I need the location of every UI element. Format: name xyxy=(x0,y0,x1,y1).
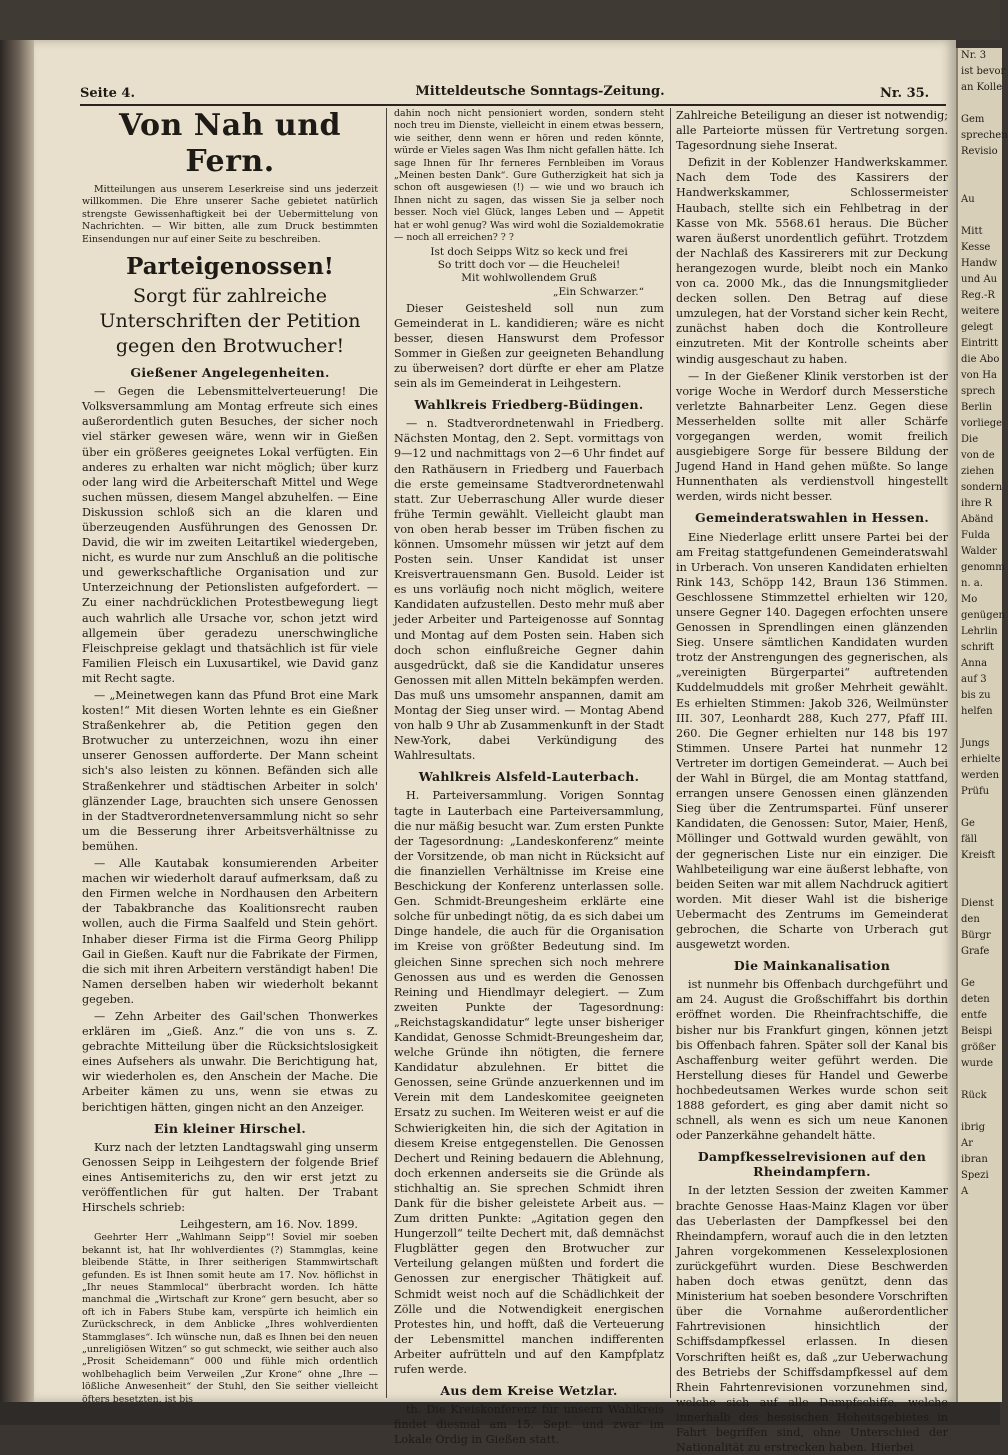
adjacent-page-line: ibran xyxy=(961,1154,988,1165)
column-separator xyxy=(386,108,387,1398)
adjacent-page-line: Revisio xyxy=(961,146,998,157)
article-paragraph: ist nunmehr bis Offenbach durchgeführt und am 24. August die Großschiffahrt bis dorthin eröffnet worden. Die Rheinfrachtschiffe, die bisher nur bis Frankfurt gingen, können jetzt bis Offenbach fahren. Später soll der Kanal bis Aschaffenburg weiter geführt werden. Die Herstellung dieses für Handel und Gewerbe hochbedeutsamen Werkes wurde schon seit 1888 gefordert, es ging aber damit nicht so schnell, als wenn es sich um neue Kanonen oder Panzerkähne gehandelt hätte. xyxy=(676,978,948,1143)
adjacent-page-line: ist bevor xyxy=(961,66,1006,77)
article-heading: Aus dem Kreise Wetzlar. xyxy=(440,1383,618,1399)
adjacent-page-line: Ar xyxy=(961,1138,974,1149)
adjacent-page-line: den xyxy=(961,914,980,925)
letter-text-continued: dahin noch nicht pensioniert worden, sondern steht noch treu im Dienste, vielleicht in einem etwas bessern, wie seither, denn wenn er hören und reden könnte, würde er Vieles sagen Was Ihm nicht gefallen hätte. Ich sage Ihnen für Ihr ferneres Fernbleiben im Voraus „Meinen besten Dank“. Gure Gutherzigkeit hat sich ja schon oft ausgewiesen (!) — wie und wo brauch ich Ihnen nicht zu sagen, das wissen Sie ja selber noch besser. Noch viel Glück, langes Leben und — Appetit hat er wohl genug? Was wird wohl die Sozialdemokratie — noch all erreichen? ? ? xyxy=(394,108,664,244)
header-rule xyxy=(80,104,946,106)
adjacent-page-line xyxy=(958,176,1002,192)
adjacent-page-line: Nr. 3 xyxy=(961,50,987,61)
adjacent-page-line: die Abo xyxy=(961,354,1000,365)
adjacent-page-line: deten xyxy=(961,994,990,1005)
adjacent-page-line: Ge xyxy=(961,818,975,829)
article-paragraph: — Alle Kautabak konsumierenden Arbeiter machen wir wiederholt darauf aufmerksam, daß zu den Firmen welche in Nordhausen den Arbeitern der Tabakbranche das Koalitionsrecht rauben wollen, auch die Firma Saalfeld und Stein gehört. Inhaber dieser Firma ist die Firma Georg Philipp Gail in Gießen. Kauft nur die Fabrikate der Firmen, die sich mit ihren Arbeitern verständigt haben! Die Namen derselben haben wir wiederholt bekannt gegeben. xyxy=(82,857,378,1006)
book-binding xyxy=(0,40,34,1402)
adjacent-page-line: Rück xyxy=(961,1090,987,1101)
adjacent-page-line: entfe xyxy=(961,1010,987,1021)
page-number: Seite 4. xyxy=(80,86,135,101)
adjacent-page-line xyxy=(958,864,1002,880)
article-heading: Gießener Angelegenheiten. xyxy=(130,365,330,381)
adjacent-page-line: fäll xyxy=(961,834,978,845)
adjacent-page-line xyxy=(958,960,1002,976)
adjacent-page-line: genügen xyxy=(961,610,1005,621)
letter-dateline: Leihgestern, am 16. Nov. 1899. xyxy=(180,1218,358,1232)
adjacent-page-line: ihre R xyxy=(961,498,993,509)
adjacent-page-line: ibrig xyxy=(961,1122,985,1133)
adjacent-page-line: Walder xyxy=(961,546,997,557)
article-paragraph: Kurz nach der letzten Landtagswahl ging unserm Genossen Seipp in Leihgestern der folgende Brief eines Antisemiterichs zu, den wir erst jetzt zu veröffentlichen für gut halten. Der Trabant Hirschels schrieb: xyxy=(82,1140,378,1215)
adjacent-page-line: erhielte xyxy=(961,754,1001,765)
adjacent-page-line: Fulda xyxy=(961,530,990,541)
adjacent-page-line: Spezi xyxy=(961,1170,989,1181)
adjacent-page-line: Kreisft xyxy=(961,850,996,861)
adjacent-page-line: werden xyxy=(961,770,1000,781)
verse-line: So tritt doch vor — die Heuchelei! xyxy=(437,259,621,272)
verse-line: Mit wohlwollendem Gruß xyxy=(461,272,597,285)
adjacent-page-line: Dienst xyxy=(961,898,994,909)
adjacent-page-line: Prüfu xyxy=(961,786,990,797)
adjacent-page-line: Reg.-R xyxy=(961,290,995,301)
adjacent-page-line: Bürgr xyxy=(961,930,991,941)
adjacent-page-line xyxy=(958,1104,1002,1120)
adjacent-page-edge xyxy=(956,48,1008,1402)
column-separator xyxy=(670,108,671,1398)
scan-background-top xyxy=(0,0,1000,40)
article-paragraph: H. Parteiversammlung. Vorigen Sonntag tagte in Lauterbach eine Parteiversammlung, die nur mäßig besucht war. Zum ersten Punkte der Tagesordnung: „Landeskonferenz“ meinte der Vorsitzende, ob man nicht in Rücksicht auf die finanziellen Verhältnisse im Kreise eine Beschickung der Konferenz unterlassen solle. Gen. Schmidt-Breungesheim erklärte eine solche für unbedingt nötig, da es sich dabei um Dinge handele, die auch für die Organisation im Kreise von größter Bedeutung sind. Im gleichen Sinne sprechen sich noch mehrere Genossen aus und es werden die Genossen Reining und Hiendlmayr delegiert. — Zum zweiten Punkte der Tagesordnung: „Reichstagskandidatur“ legte unser bisheriger Kandidat, Genosse Schmidt-Breungesheim dar, welche Gründe ihn nötigten, die fernere Kandidatur abzulehnen. Er bittet die Genossen, seine Gründe anzuerkennen und im Verein mit dem Landeskomitee geeigneten Ersatz zu suchen. Im Weiteren weist er auf die Schwierigkeiten hin, die sich der Agitation in diesem Kreise entgegenstellen. Die Genossen Dechert und Reining bedauern die Ablehnung, doch erkennen anderseits sie die Gründe als stichhaltig an. Sie sprechen Schmidt ihren Dank für die bisher geleistete Arbeit aus. — Zum dritten Punkte: „Agitation gegen den Hungerzoll“ teilte Dechert mit, daß demnächst Flugblätter gegen den Brotwucher zur Verteilung gelangen müßten und fordert die Genossen zur energischer Thätigkeit auf. Schmidt weist noch auf die Schädlichkeit der Zölle und die Notwendigkeit energischen Protestes hin, und hofft, daß die Verteuerung der Lebensmittel manchen indifferenten Arbeiter aufrütteln und auf den Kampfplatz rufen werde. xyxy=(394,789,664,1377)
adjacent-page-line: Die xyxy=(961,434,979,445)
adjacent-page-line: helfen xyxy=(961,706,993,717)
article-paragraph: Dieser Geistesheld soll nun zum Gemeinderat in L. kandidieren; wäre es nicht besser, diesen Hanswurst dem Professor Sommer in Gießen zur geeigneten Behandlung zu überweisen? dort dürfte er eher am Platze sein als im Gemeinderat in Leihgestern. xyxy=(394,301,664,391)
article-heading: Wahlkreis Alsfeld-Lauterbach. xyxy=(418,769,640,785)
adjacent-page-line: n. a. xyxy=(961,578,983,589)
adjacent-page-line: Lehrlin xyxy=(961,626,998,637)
article-paragraph: — Gegen die Lebensmittelverteuerung! Die Volksversammlung am Montag erfreute sich eines außerordentlich guten Besuches, der sicher noch viel stärker gewesen wäre, wenn wir in Gießen über ein größeres geeignetes Lokal verfügten. Ein anderes zu erhalten war nicht möglich; über kurz oder lang wird die Arbeiterschaft Mittel und Wege suchen müssen, diesem Mangel abzuhelfen. — Eine Diskussion schloß sich an die klaren und überzeugenden Ausführungen des Genossen Dr. David, die wir im zweiten Leitartikel wiedergeben, nicht, es wurde nur zum Anschluß an die politische und gewerkschaftliche Organisation und zur Unterzeichnung der Petionslisten aufgefordert. — Zu einer nachdrücklichen Protestbewegung liegt auch wahrlich alle Ursache vor, schon jetzt wird allgemein über geradezu unerschwingliche Fleischpreise geklagt und thatsächlich ist für viele Familien Fleisch ein Luxusartikel, wie David ganz mit Recht sagte. xyxy=(82,385,378,685)
adjacent-page-line: Handw xyxy=(961,258,998,269)
adjacent-page-line: und Au xyxy=(961,274,998,285)
adjacent-page-line xyxy=(958,208,1002,224)
adjacent-page-line: Mo xyxy=(961,594,978,605)
article-heading: Wahlkreis Friedberg-Büdingen. xyxy=(414,397,644,413)
adjacent-page-line: wurde xyxy=(961,1058,994,1069)
adjacent-page-line: genomm xyxy=(961,562,1005,573)
adjacent-page-line: ziehen xyxy=(961,466,995,477)
adjacent-page-line: Mitt xyxy=(961,226,983,237)
adjacent-page-line: A xyxy=(961,1186,969,1197)
appeal-title: Parteigenossen! xyxy=(126,253,334,281)
adjacent-page-line: Grafe xyxy=(961,946,990,957)
article-heading: Ein kleiner Hirschel. xyxy=(153,1120,307,1136)
adjacent-page-line: Beispi xyxy=(961,1026,993,1037)
editorial-note: Mitteilungen aus unserem Leserkreise sind uns jederzeit willkommen. Die Ehre unserer Sache gebietet natürlich strengste Gewissenhaftigkeit bei der Uebermittelung von Nachrichten. — Wir bitten, alle zum Druck bestimmten Einsendungen nur auf einer Seite zu beschreiben. xyxy=(82,184,378,245)
article-heading: Die Mainkanalisation xyxy=(733,958,891,974)
adjacent-page-line: schrift xyxy=(961,642,994,653)
adjacent-page-line: Berlin xyxy=(961,402,992,413)
verse-line: Ist doch Seipps Witz so keck und frei xyxy=(430,246,628,259)
adjacent-page-line: vorliege xyxy=(961,418,1003,429)
section-title: Von Nah und Fern. xyxy=(118,108,341,179)
adjacent-page-line: weitere xyxy=(961,306,1000,317)
adjacent-page-line xyxy=(958,880,1002,896)
article-paragraph: — Zehn Arbeiter des Gail'schen Thonwerkes erklären im „Gieß. Anz.“ die von uns s. Z. gebrachte Mitteilung über die Rücksichtslosigkeit eines Aufsehers als unwahr. Die Berichtigung hat, wir wiederholen es, den Anschein der Mache. Die Arbeiter kämen zu uns, wenn sie etwas zu berichtigen hätten, gingen nicht an den Anzeiger. xyxy=(82,1009,378,1114)
adjacent-page-line: von de xyxy=(961,450,995,461)
article-paragraph: — n. Stadtverordnetenwahl in Friedberg. Nächsten Montag, den 2. Sept. vormittags von 9—12 und nachmittags von 2—6 Uhr findet auf den Rathäusern in Friedberg und Fauerbach die erste gemeinsame Stadtverordnetenwahl statt. Zur Ueberraschung Aller wurde dieser frühe Termin gewählt. Vielleicht glaubt man von oben herab besser im Trüben fischen zu können. Umsomehr müssen wir jetzt auf dem Posten sein. Unser Kandidat ist unser Kreisvertrauensmann Gen. Busold. Leider ist es uns vorläufig noch nicht möglich, weitere Kandidaten aufzustellen. Desto mehr muß aber jeder Arbeiter und Parteigenosse auf Sonntag und Montag auf dem Posten sein. Haben sich doch schon einflußreiche Gegner dahin ausgedrückt, daß sie die Kandidatur unseres Genossen mit allen Mitteln bekämpfen werden. Das muß uns umsomehr anspannen, damit am Montag der Sieg unser wird. — Montag Abend von halb 9 Uhr ab Zusammenkunft in der Stadt New-York, dabei Verkündigung des Wahlresultats. xyxy=(394,417,664,763)
adjacent-page-line: Gem xyxy=(961,114,985,125)
article-paragraph: — „Meinetwegen kann das Pfund Brot eine Mark kosten!“ Mit diesen Worten lehnte es ein Gießner Straßenkehrer ab, die Petition gegen den Brotwucher zu unterzeichnen, wozu ihn einer unserer Genossen aufforderte. Der Mann scheint sich's also leisten zu können. Befänden sich alle Straßenkehrer und städtischen Arbeiter in solch' glänzender Lage, brauchten sich unsere Genossen in der Stadtverordnetenversammlung nicht so sehr um die Besserung ihrer Arbeitsverhältnisse zu bemühen. xyxy=(82,689,378,853)
article-paragraph: — In der Gießener Klinik verstorben ist der vorige Woche in Werdorf durch Messerstiche verletzte Bahnarbeiter Lenz. Gegen diese Messerhelden sollte mit aller Schärfe vorgegangen werden, womit freilich ausgiebigere Sorge für bessere Bildung der Jugend Hand in Hand gehen müßte. So lange Hunnenthaten als verdienstvoll hingestellt werden, wirds nicht besser. xyxy=(676,369,948,504)
letter-text: Geehrter Herr „Wahlmann Seipp“! Soviel mir soeben bekannt ist, hat Ihr wohlverdientes (?) Stammglas, keine bleibende Stätte, in Ihrer seitherigen Stammwirtschaft gefunden. Es ist Ihnen somit heute am 17. Nov. höflichst in „Ihr neues Stammlocal“ überbracht worden. Ich hätte manchmal die „Wirtschaft zur Krone“ gern besucht, aber so oft ich in Fabers Stube kam, verspürte ich heimlich ein Zurückschreck, in dem Anblicke „Ihres wohlverdienten Stammglases“. Ich wünsche nun, daß es Ihnen bei den neuen „unreligiösen Witzen“ so gut schmeckt, wie seither auch also „Prosit Scheidemann“ 000 und fühle mich ordentlich wohlbehaglich beim Verweilen „Zur Krone“ ohne „Ihre — lößliche Anwesenheit“ der Stuhl, den Sie seither vielleicht öfters besetzten, ist bis xyxy=(82,1232,378,1405)
adjacent-page-line: sprech xyxy=(961,386,996,397)
letter-signature: „Ein Schwarzer.“ xyxy=(553,286,644,299)
article-paragraph: Eine Niederlage erlitt unsere Partei bei der am Freitag stattgefundenen Gemeinderatswahl in Urberach. Von unseren Kandidaten erhielten Rink 143, Schöpp 142, Braun 136 Stimmen. Geschlossene Stimmzettel erhielten wir 120, unsere Gegner 140. Dagegen erfochten unsere Genossen in Sprendlingen einen glänzenden Sieg. Unsere sämtlichen Kandidaten wurden trotz der Anstrengungen des gegnerischen, als „vereinigten Bürgerpartei“ auftretenden Kuddelmuddels mit großer Mehrheit gewählt. Es erhielten Stimmen: Jakob 326, Weilmünster III. 307, Leonhardt 288, Kuch 277, Pfaff III. 260. Die Gegner erhielten nur 148 bis 197 Stimmen. Unsere Partei hat nunmehr 12 Vertreter im dortigen Gemeinderat. — Auch bei der Wahl in Bürgel, die am Montag stattfand, errangen unsere Genossen einen glänzenden Sieg über die Zentrumspartei. Fünf unserer Kandidaten, die Genossen: Sutor, Maier, Henß, Möllinger und Gottwald wurden gewählt, von der gegnerischen Liste nur ein einziger. Die Wahlbeteiligung war eine äußerst lebhafte, von beiden Seiten war mit allem Nachdruck agitiert worden. Mit dieser Wahl ist die bisherige Uebermacht des Zentrums im Gemeinderat gebrochen, die Scharte von Urberach gut ausgewetzt worden. xyxy=(676,530,948,952)
newspaper-title: Mitteldeutsche Sonntags-Zeitung. xyxy=(415,84,665,99)
adjacent-page-line: sprechen xyxy=(961,130,1008,141)
adjacent-page-line xyxy=(958,1072,1002,1088)
adjacent-page-line: gelegt xyxy=(961,322,993,333)
adjacent-page-line xyxy=(958,720,1002,736)
adjacent-page-line: sondern xyxy=(961,482,1003,493)
column-2 xyxy=(394,108,664,1447)
column-1 xyxy=(82,108,378,1405)
article-heading: Gemeinderatswahlen in Hessen. xyxy=(694,510,930,526)
adjacent-page-line: an Kolle xyxy=(961,82,1003,93)
adjacent-page-line: Ge xyxy=(961,978,975,989)
article-paragraph: Defizit in der Koblenzer Handwerkskammer. Nach dem Tode des Kassirers der Handwerkskammer, Schlossermeister Haubach, stellte sich ein Fehlbetrag in der Kasse von Mk. 5568.61 heraus. Die Bücher waren äußerst unordentlich geführt. Trotzdem der Nachlaß des Kassirerers mit zur Deckung herangezogen wurde, bleibt noch ein Manko von ca. 2000 Mk., das die Innungsmitglieder decken sollen. Den Betrag auf diese umzulegen, hat der Vorstand sicher kein Recht, zunächst haben doch die Kontrolleure einzutreten. Mit der Kontrolle scheints aber windig ausgeschaut zu haben. xyxy=(676,156,948,366)
adjacent-page-line: auf 3 xyxy=(961,674,987,685)
column-3 xyxy=(676,108,948,1455)
adjacent-page-line: bis zu xyxy=(961,690,991,701)
adjacent-page-line: Au xyxy=(961,194,975,205)
adjacent-page-line: größer xyxy=(961,1042,996,1053)
adjacent-page-line: Kesse xyxy=(961,242,991,253)
adjacent-page-line xyxy=(958,160,1002,176)
issue-number: Nr. 35. xyxy=(880,86,930,101)
adjacent-page-line xyxy=(958,800,1002,816)
adjacent-page-line: Jungs xyxy=(961,738,990,749)
article-paragraph: Zahlreiche Beteiligung an dieser ist notwendig; alle Parteiorte müssen für Vertretung sorgen. Tagesordnung siehe Inserat. xyxy=(676,109,948,153)
adjacent-page-line: von Ha xyxy=(961,370,997,381)
adjacent-page-line: Anna xyxy=(961,658,988,669)
appeal-text: Sorgt für zahlreiche Unterschriften der Petition gegen den Brotwucher! xyxy=(99,285,361,358)
adjacent-page-line xyxy=(958,96,1002,112)
article-paragraph: th. Die Kreiskonferenz für unsern Wahlkreis findet diesmal am 15. Sept. und zwar im Lokale Ordig in Gießen statt. xyxy=(394,1403,664,1447)
adjacent-page-line: Abänd xyxy=(961,514,994,525)
article-paragraph: In der letzten Session der zweiten Kammer brachte Genosse Haas-Mainz Klagen vor über das Ueberlasten der Dampfkessel bei den Rheindampfern, worauf auch die in den letzten Jahren vorgekommenen Kesselexplosionen zurückgeführt wurden. Diese Beschwerden haben doch etwas genützt, denn das Ministerium hat soeben besondere Vorschriften über die Vornahme außerordentlicher Fahrtrevisionen hinsichtlich der Schiffsdampfkessel erlassen. In diesen Vorschriften heißt es, daß „zur Ueberwachung des Betriebs der Schiffsdampfkessel auf dem Rhein Fahrtenrevisionen vorzunehmen sind, welche sich auf alle Dampfschiffe, welche innerhalb des hessischen Hoheitsgebietes in Fahrt begriffen sind, ohne Unterschied der Nationalität zu erstrecken haben. Hierbei xyxy=(676,1184,948,1455)
adjacent-page-line: Eintritt xyxy=(961,338,998,349)
article-heading: Dampfkesselrevisionen auf den Rheindampfern. xyxy=(697,1149,927,1180)
